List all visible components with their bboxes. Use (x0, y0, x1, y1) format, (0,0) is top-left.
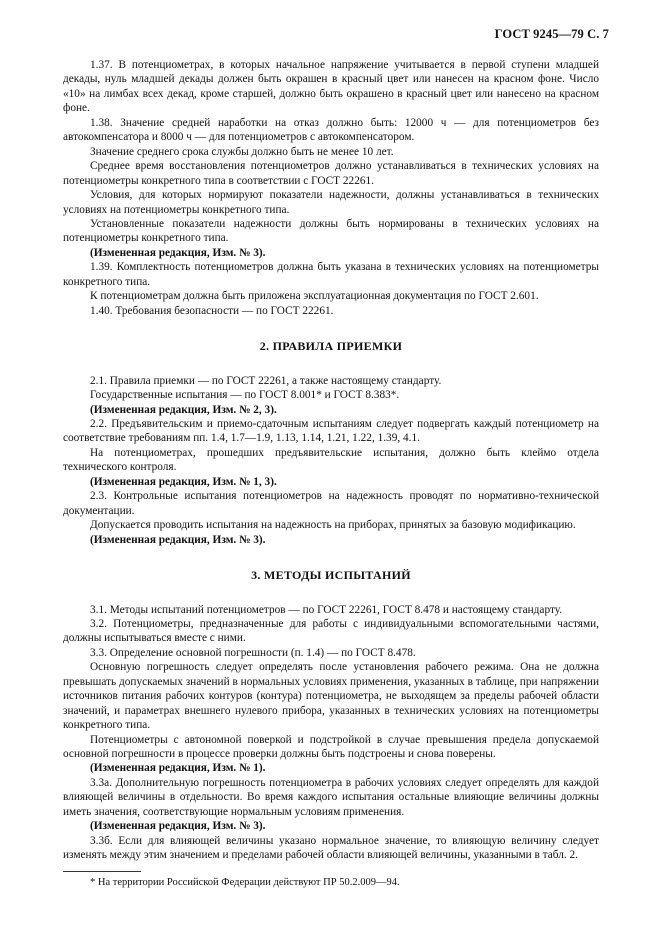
paragraph: 3.1. Методы испытаний потенциометров — по ГОСТ 22261, ГОСТ 8.478 и настоящему стандарту. (90, 603, 563, 616)
paragraph: 1.40. Требования безопасности — по ГОСТ 22261. (90, 304, 334, 317)
footnote-divider (63, 871, 141, 872)
section-3-test-methods (63, 603, 599, 863)
paragraph: Значение среднего срока службы должно быть не менее 10 лет. (90, 145, 394, 158)
paragraph: 3.3а. Дополнительную погрешность потенциометра в рабочих условиях следует определять для каждой влияющей величины в отдельности. Во время каждого испытания остальные влияющие величины должны иметь значения, соответствующие нормальным условиям применения. (63, 776, 599, 818)
paragraph: 2.1. Правила приемки — по ГОСТ 22261, а также настоящему стандарту. (90, 374, 442, 387)
paragraph: 1.39. Комплектность потенциометров должна быть указана в технических условиях на потенциометры конкретного типа. (63, 261, 599, 288)
amendment-note: (Измененная редакция, Изм. № 1). (90, 762, 266, 775)
paragraph: 3.3. Определение основной погрешности (п. 1.4) — по ГОСТ 8.478. (90, 646, 416, 659)
paragraph: Установленные показатели надежности должны быть нормированы в технических условиях на потенциометры конкретного типа. (63, 217, 599, 245)
section-3-title: 3. МЕТОДЫ ИСПЫТАНИЙ (251, 568, 411, 583)
paragraph: 2.2. Предъявительским и приемо-сдаточным испытаниям следует подвергать каждый потенциометр на соответствие требованиям пп. 1.4, 1.7—1.9, 1.13, 1.14, 1.21, 1.22, 1.39, 4.1. (63, 417, 599, 445)
paragraph: На потенциометрах, прошедших предъявительские испытания, должно быть клеймо отдела технического контроля. (63, 446, 599, 474)
paragraph: К потенциометрам должна быть приложена эксплуатационная документация по ГОСТ 2.601. (90, 290, 539, 303)
section-1-requirements (63, 58, 599, 318)
paragraph: 1.38. Значение средней наработки на отказ должно быть: 12000 ч — для потенциометров без автокомпенсатора и 8000 ч — для потенциометров с автокомпенсатором. (63, 116, 599, 144)
document-body (63, 58, 599, 890)
paragraph: 3.2. Потенциометры, предназначенные для работы с индивидуальными вспомогательными частями, должны испытываться вместе с ними. (63, 617, 599, 645)
page-header: ГОСТ 9245—79 С. 7 (494, 27, 609, 41)
paragraph: 1.37. В потенциометрах, в которых начальное напряжение учитывается в первой ступени младшей декады, нуль младшей декады должен быть окрашен в красный цвет или нанесен на красном фоне. Число «10» на лимбах всех декад, кроме старшей, должно быть окрашено в красный цвет или нанесено на красном фоне. (63, 59, 599, 115)
paragraph: 3.3б. Если для влияющей величины указано нормальное значение, то влияющую величину следует изменять между этим значением и пределами рабочей области влияющей величины, указанными в табл. 2. (63, 834, 599, 862)
paragraph: Государственные испытания — по ГОСТ 8.001* и ГОСТ 8.383*. (90, 389, 400, 402)
paragraph: Основную погрешность следует определять после установления рабочего режима. Она не должна превышать допускаемых значений в нормальных условиях применения, указанных в таблице, при напряжении источников питания рабочих контуров (контура) потенциометра, не выходящем за пределы рабочей области значений, и параметрах внешнего нулевого прибора, указанных в технических условиях на потенциометры конкретного типа. (63, 661, 599, 732)
footnote: * На территории Российской Федерации действуют ПР 50.2.009—94. (90, 876, 400, 888)
paragraph: Среднее время восстановления потенциометров должно устанавливаться в технических условиях на потенциометры конкретного типа в соответствии с ГОСТ 22261. (63, 160, 599, 187)
paragraph: Допускается проводить испытания на надежность на приборах, принятых за базовую модификацию. (90, 519, 576, 532)
amendment-note: (Измененная редакция, Изм. № 3). (90, 533, 266, 546)
paragraph: Условия, для которых нормируют показатели надежности, должны устанавливаться в технических условиях на потенциометры конкретного типа. (63, 189, 599, 216)
section-2-acceptance-rules (63, 374, 599, 547)
section-2-title: 2. ПРАВИЛА ПРИЕМКИ (259, 339, 403, 354)
paragraph: 2.3. Контрольные испытания потенциометров на надежность проводят по нормативно-технической документации. (63, 490, 599, 517)
paragraph: Потенциометры с автономной поверкой и подстройкой в случае превышения предела допускаемой основной погрешности в процессе проверки должны быть подстроены и снова поверены. (63, 733, 599, 761)
amendment-note: (Измененная редакция, Изм. № 1, 3). (90, 475, 277, 488)
amendment-note: (Измененная редакция, Изм. № 3). (90, 820, 266, 833)
amendment-note: (Измененная редакция, Изм. № 2, 3). (90, 403, 277, 416)
amendment-note: (Измененная редакция, Изм. № 3). (90, 246, 266, 259)
